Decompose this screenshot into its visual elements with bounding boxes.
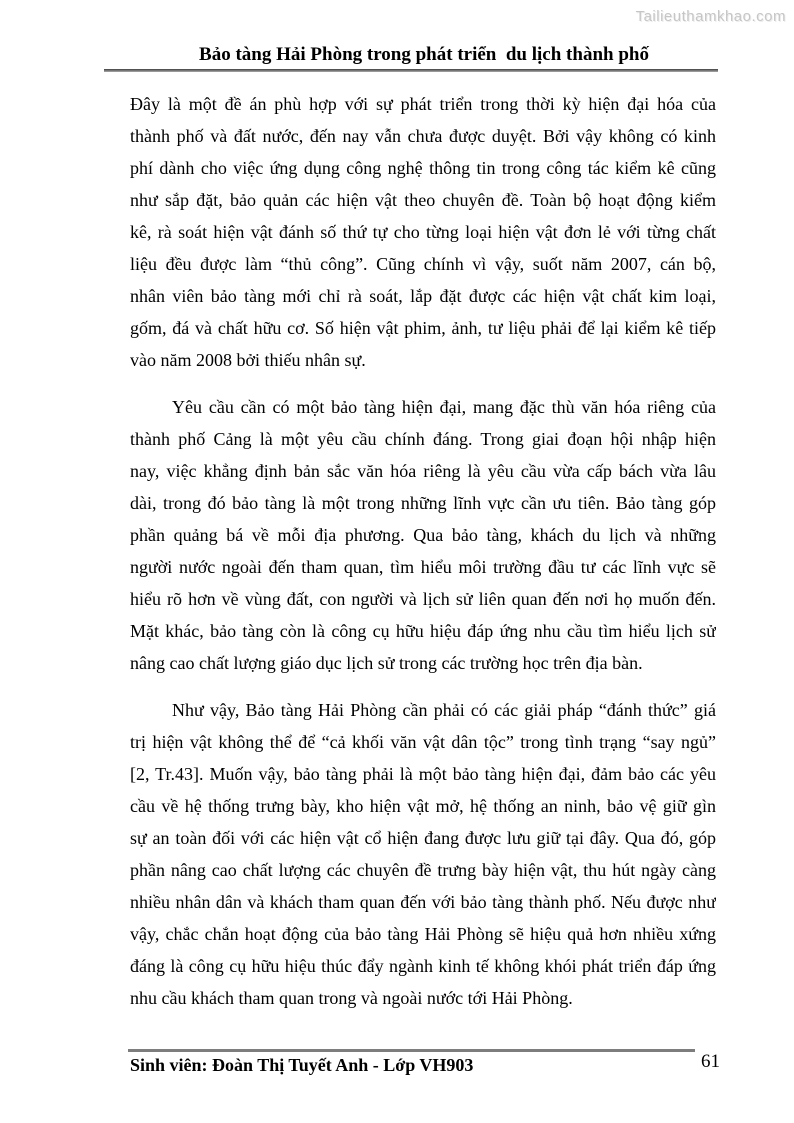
text-line: trị hiện vật không thể để “cả khối văn vật dân tộc” trong tình trạng “say ngủ” [130, 732, 716, 752]
text-line: phần nâng cao chất lượng các chuyên đề trưng bày hiện vật, thu hút ngày càng [130, 860, 716, 880]
page-header [104, 44, 718, 72]
footer-author-line: Sinh viên: Đoàn Thị Tuyết Anh - Lớp VH903 [130, 1055, 474, 1075]
header-divider [104, 69, 718, 72]
running-head-title: Bảo tàng Hải Phòng trong phát triển du lịch thành phố [199, 44, 649, 65]
text-line: sự an toàn đối với các hiện vật cổ hiện đang được lưu giữ tại đây. Qua đó, góp [130, 828, 716, 848]
text-line: dài, trong đó bảo tàng là một trong những lĩnh vực cần ưu tiên. Bảo tàng góp [130, 493, 716, 513]
text-line: nhân viên bảo tàng mới chỉ rà soát, lắp đặt được các hiện vật chất kim loại, [130, 286, 716, 306]
watermark-text: Tailieuthamkhao.com [635, 8, 786, 25]
text-line: nâng cao chất lượng giáo dục lịch sử trong các trường học trên địa bàn. [130, 653, 643, 673]
text-line: Mặt khác, bảo tàng còn là công cụ hữu hiệu đáp ứng nhu cầu tìm hiểu lịch sử [130, 621, 716, 641]
footer-divider [128, 1049, 695, 1052]
text-line: kê, rà soát hiện vật đánh số thứ tự cho từng loại hiện vật đơn lẻ với từng chất [130, 222, 716, 242]
text-line: cầu về hệ thống trưng bày, kho hiện vật mở, hệ thống an ninh, bảo vệ giữ gìn [130, 796, 716, 816]
text-line: Như vậy, Bảo tàng Hải Phòng cần phải có các giải pháp “đánh thức” giá [172, 700, 716, 720]
text-line: nay, việc khẳng định bản sắc văn hóa riêng là yêu cầu vừa cấp bách vừa lâu [130, 461, 716, 481]
text-line: vậy, chắc chắn hoạt động của bảo tàng Hải Phòng sẽ hiệu quả hơn nhiều xứng [130, 924, 716, 944]
paragraph [130, 391, 716, 679]
text-line: phần quảng bá về mỗi địa phương. Qua bảo tàng, khách du lịch và những [130, 525, 716, 545]
page-number: 61 [701, 1051, 720, 1072]
text-line: nhu cầu khách tham quan trong và ngoài nước tới Hải Phòng. [130, 988, 573, 1008]
text-line: thành phố và đất nước, đến nay vẫn chưa được duyệt. Bởi vậy không có kinh [130, 126, 716, 146]
text-line: đáng là công cụ hữu hiệu thúc đẩy ngành kinh tế không khói phát triển đáp ứng [130, 956, 716, 976]
paragraph [130, 88, 716, 376]
text-line: người nước ngoài đến tham quan, tìm hiểu môi trường đầu tư các lĩnh vực sẽ [130, 557, 716, 577]
paragraph [130, 694, 716, 1014]
text-line: Yêu cầu cần có một bảo tàng hiện đại, mang đặc thù văn hóa riêng của [172, 397, 716, 417]
text-line: thành phố Cảng là một yêu cầu chính đáng. Trong giai đoạn hội nhập hiện [130, 429, 716, 449]
text-line: nhiều nhân dân và khách tham quan đến với bảo tàng thành phố. Nếu được như [130, 892, 716, 912]
text-line: phí dành cho việc ứng dụng công nghệ thông tin trong công tác kiểm kê cũng [130, 158, 716, 178]
text-line: liệu đều được làm “thủ công”. Cũng chính vì vậy, suốt năm 2007, cán bộ, [130, 254, 716, 274]
text-line: [2, Tr.43]. Muốn vậy, bảo tàng phải là một bảo tàng hiện đại, đảm bảo các yêu [130, 764, 716, 784]
document-body [130, 88, 716, 1029]
text-line: hiểu rõ hơn về vùng đất, con người và lịch sử liên quan đến nơi họ muốn đến. [130, 589, 716, 609]
text-line: gốm, đá và chất hữu cơ. Số hiện vật phim, ảnh, tư liệu phải để lại kiểm kê tiếp [130, 318, 716, 338]
text-line: vào năm 2008 bởi thiếu nhân sự. [130, 350, 366, 370]
text-line: như sắp đặt, bảo quản các hiện vật theo chuyên đề. Toàn bộ hoạt động kiểm [130, 190, 716, 210]
text-line: Đây là một đề án phù hợp với sự phát triển trong thời kỳ hiện đại hóa của [130, 94, 716, 114]
